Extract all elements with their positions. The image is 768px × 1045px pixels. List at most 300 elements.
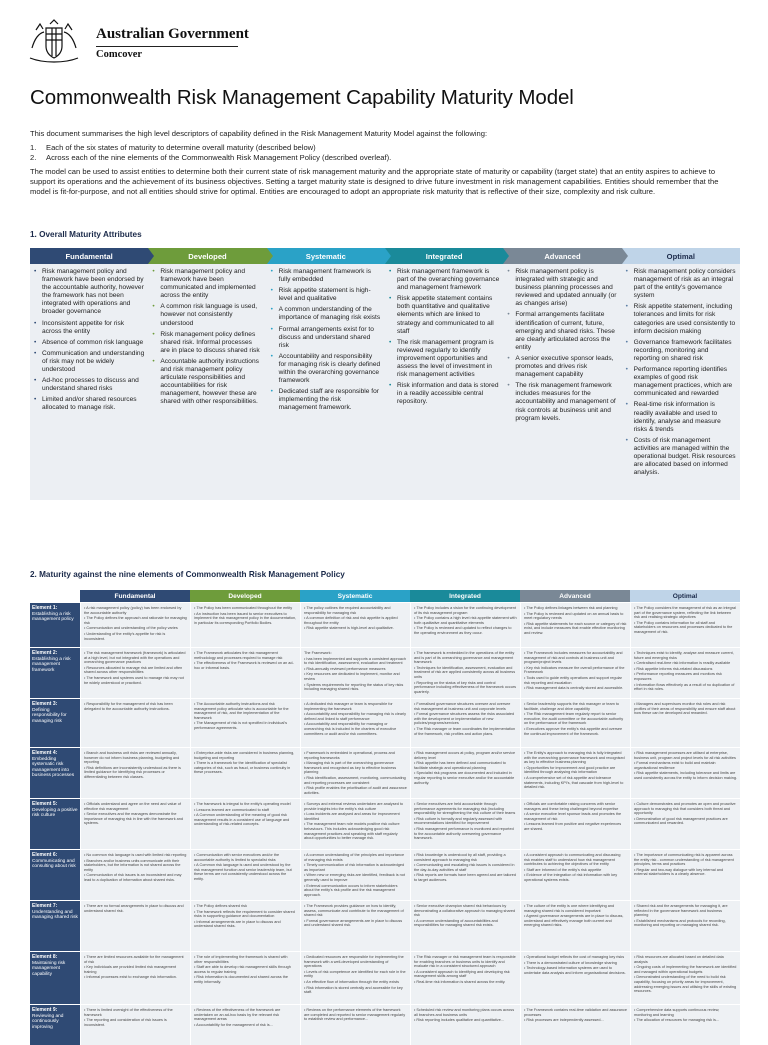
element-cell [520,699,630,747]
element-cell [520,648,630,698]
attribute-list [267,268,385,413]
cell-line: • The Framework articulates the risk management methodology and processes required to manage risk [194,651,283,660]
element-cell [80,699,190,747]
cell-line: • A comprehensive set of risk appetite and tolerance statements, including KPI’s, that cascade from high-level to detailed risk. [524,775,624,790]
element-cell [190,850,300,900]
element-cell [300,748,410,798]
cell-line: • Risk profile enables the prioritisation of audit and assurance activities. [304,786,407,795]
cell-line: • Culture demonstrates and promotes an open and proactive approach to managing risk that considers both threat and opportunity [634,802,736,816]
cell-line: • Staff are able to develop risk management skills through access to regular training [194,965,291,974]
cell-line: • The Framework includes measures for accountability and management of risk and controls at business unit and program/project levels [524,651,623,665]
element-label [30,699,80,747]
attribute-item: • Governance framework facilitates recording, monitoring and reporting on shared risk [634,339,736,363]
cell-line: • A senior executive level sponsor leads and promotes the management of risk [524,812,622,821]
attribute-item: • Risk management policy considers management of risk as an integral part of the entity’s governance system [634,268,736,300]
element-cell [410,748,520,798]
element-cell [190,952,300,1004]
cell-line: • The management team role models positive risk culture behaviours. This includes acknowledging good risk management practices and speaking with staff regularly about opportunities to better manage risk. [304,822,400,841]
attribute-item: • Risk management policy defines shared risk. Informal processes are in place to discuss shared risk [160,331,262,355]
cell-line: • The Management of risk is not specified in individual’s performance agreements. [194,721,287,730]
elements-header-systematic: Systematic [300,590,410,602]
cell-line: • An effective flow of information through the entity exists [304,979,399,984]
element-cell [300,901,410,951]
element-cell [520,952,630,1004]
cell-line: • Officials understand and agree on the need and value of effective risk management [84,802,181,811]
element-label [30,748,80,798]
element-cell [300,952,410,1004]
maturity-column-header: Optimal [622,248,740,264]
cell-line: • Resources allocated to manage risk are limited and often shared across other responsibilities [84,665,183,675]
element-row [30,602,740,647]
element-name: Embedding systematic risk management into business processes [32,756,75,779]
cell-line: • Demonstration of good risk management practices are communicated and rewarded. [634,816,728,826]
attribute-item: • Costs of risk management activities are managed within the operational budget. Risk resources are allocated based on informed analysis. [634,437,736,477]
element-cell [520,850,630,900]
element-number: Element 3: [32,701,58,707]
element-row [30,951,740,1004]
cell-line: • A risk management policy (policy) has been endorsed by the accountable authority [84,606,182,615]
element-cell [300,648,410,698]
element-cell [190,603,300,647]
cell-line: • The framework and systems used to manage risk may not be widely understood or practiced. [84,675,184,685]
elements-header-optimal: Optimal [630,590,740,602]
cell-line: • Established mechanisms and protocols for recording, monitoring and reporting on managing shared risk. [634,918,726,928]
element-cell [80,952,190,1004]
cell-line: • Enterprise-wide risks are considered in business planning, budgeting and reporting [194,751,295,760]
cell-line: • Communication of risk issues is an inconsistent and may lead to a duplication of information about shared risks. [84,873,182,882]
cell-line: • The Risk management team regularly report to senior executive, the audit committee or the accountable authority on the performance of the framework [524,712,624,726]
maturity-column-developed [148,248,266,500]
cell-line: • The importance of communicating risk is apparent across the entity risk - common understanding of risk management principles, terms and practices [634,853,734,867]
maturity-column-header: Integrated [385,248,503,264]
cell-line: • Risk appetite statements, including tolerance and limits are used consistently across the entity to inform decision making. [634,771,737,780]
cell-line: • Staff are informed of the entity’s risk appetite [524,867,602,872]
cell-line: • Risk resources are allocated based on detailed data analysis [634,955,724,964]
cell-line: • Lessons learned from positive and negative experiences are shared. [524,822,622,831]
element-name: Establishing a risk management policy [32,611,74,623]
cell-line: • The framework is embedded in the operations of the entity and is part of its overarching governance and management framework [414,651,515,665]
element-cell [80,603,190,647]
cell-line: • No common risk language is used with limited risk reporting [84,853,187,857]
cell-line: • Surveys and external reviews undertaken are analysed to provide insights into the entity’s risk culture [304,802,404,811]
element-label [30,1005,80,1045]
cell-line: • Formal governance arrangements are in place to discuss and understand shared risk. [304,918,403,928]
element-number: Element 8: [32,954,58,960]
cell-line: • A common understanding of the principles and importance of managing risk exists [304,853,405,862]
attribute-item: • Risk information and data is stored in a readily accessible central repository. [397,382,499,406]
elements-table-header [80,590,740,602]
cell-line: • Accountability for the management of risk is... [194,1022,273,1027]
cell-line: • Risk definitions are inconsistently understood as there is limited guidance for identifying risk processes or differentiating between risk classes. [84,765,181,779]
cell-line: • The Policy is reviewed and updated to reflect changes to the operating environment as they occur. [414,626,512,635]
cell-line: • Managers and supervisors monitor risk roles and risk profiles of their areas of responsibility and ensure staff about how these can be developed and rewarded. [634,702,736,716]
attribute-item: • Risk appetite statement, including tolerances and limits for risk categories are used consistently to inform decision making [634,303,736,335]
element-cell [630,648,740,698]
element-name: Establishing a risk management framework [32,656,71,673]
cell-line: • The framework is integral to the entity’s operating model [194,802,291,806]
cell-line: • Risk identification, assessment, monitoring, communicating and reporting processes are consistent [304,775,406,785]
attribute-item: • Absence of common risk language [42,339,144,347]
element-cell [190,799,300,849]
cell-line: • Demonstrated understanding of the need to build risk capability, focusing on priority areas for improvement, addressing emerging issues and utilising the skills of existing resources. [634,975,737,994]
element-cell [630,603,740,647]
element-cell [520,1005,630,1045]
elements-header-fundamental: Fundamental [80,590,190,602]
cell-line: • Timely communication of risk information is acknowledged as important [304,863,405,872]
cell-line: • Operational budget reflects the cost of managing key risks [524,955,625,959]
header [26,18,266,68]
attribute-list [148,268,266,407]
cell-line: • Understanding of the entity’s appetite for risk is inconsistent. [84,631,166,641]
coat-of-arms-icon [26,18,82,68]
element-cell [80,648,190,698]
element-cell [80,748,190,798]
attribute-item: • The risk management framework includes measures for the accountability and management of risk controls at business unit and program levels. [515,382,617,422]
element-cell [190,648,300,698]
element-label [30,850,80,900]
attribute-item: • Accountability and responsibility for managing risk is clearly defined within the overarching governance framework [279,353,381,385]
cell-line: • Senior executives and the managers demonstrate the importance of managing risk in line with the framework and systems. [84,812,183,826]
element-cell [300,799,410,849]
cell-line: • Formalised governance structures oversee and oversee risk management at business unit and corporate levels [414,702,511,711]
cell-line: • Reviews of the effectiveness of the framework are undertaken on an ad-hoc basis by the relevant risk management areas [194,1008,281,1022]
maturity-column-header: Advanced [503,248,621,264]
intro [30,129,738,201]
cell-line: • Information flows effectively as a result of no duplication of effort in risk roles. [634,682,735,692]
element-cell [630,901,740,951]
cell-line: • Formal mechanisms exist to build and maintain organisational resilience [634,761,716,770]
element-cell [410,952,520,1004]
cell-line: • Specialist risk programs are documented and included in regular reporting to senior executive and/or the accountable authority. [414,771,515,785]
cell-line: • Shared risk and the arrangements for managing it, are reflected in the governance framework and business planning [634,904,728,918]
cell-line: • Risk knowledge is understood by all staff, providing a consistent approach to managing risk [414,853,506,862]
element-cell [520,901,630,951]
attribute-item: • A common understanding of the importance of managing risk exists [279,306,381,322]
cell-line: • Branches and/or business units communicate with their stakeholders, but the information is not shared across the entity [84,858,181,872]
attribute-item: • The risk management program is reviewed regularly to identify improvement opportunities and assess the level of investment in risk management activities [397,339,499,379]
cell-line: • Levels of risk competence are identified for each role in the entity [304,969,406,979]
list-text: Across each of the nine elements of the Commonwealth Risk Management Policy (described overleaf). [46,153,392,162]
element-cell [300,1005,410,1045]
cell-line: • Lessons learned are communicated to staff [194,807,269,812]
element-cell [630,799,740,849]
attribute-item: • Risk appetite statement is high-level and qualitative [279,287,381,303]
element-row [30,647,740,698]
maturity-column-fundamental [30,248,148,500]
list-number: 2. [30,153,37,162]
cell-line: • Technology-based information systems are used to undertake data analysis and inform organisational decisions. [524,966,626,975]
header-divider [96,46,238,47]
cell-line: • Risk management data is centrally stored and accessible. [524,686,624,691]
element-number: Element 1: [32,605,58,611]
element-cell [630,1005,740,1045]
element-cell [80,850,190,900]
element-cell [410,648,520,698]
cell-line: • The effectiveness of the Framework is reviewed on an ad-hoc or informal basis. [194,661,294,670]
cell-line: • The Risk manager or team coordinates the implementation of the framework, risk profiles and action plans. [414,726,516,736]
cell-line: • Dedicated resources are responsible for implementing the framework with a well-developed understanding of operations [304,955,404,969]
intro-list-item [30,143,738,153]
element-number: Element 9: [32,1007,58,1013]
element-row [30,698,740,747]
element-cell [410,1005,520,1045]
cell-line: • Comprehensive data supports continuous review, monitoring and learning [634,1008,720,1017]
cell-line: • Tools used to guide entity operations and support regular risk reporting and escalation [524,675,622,685]
cell-line: • Managing risk is part of the overarching governance framework and recognised as key to effective business planning [304,761,397,775]
element-cell [410,603,520,647]
element-cell [520,748,630,798]
cell-line: • Risk culture is formally and regularly assessed with recommendations identified for improvement [414,816,503,826]
page-title: Commonwealth Risk Management Capability Maturity Model [30,86,574,109]
element-cell [300,699,410,747]
section-1-title: 1. Overall Maturity Attributes [30,230,142,239]
cell-line: • The allocation of resources for managing risk is... [634,1018,720,1023]
element-row [30,900,740,951]
element-cell [190,1005,300,1045]
cell-line: • Risk appetite informs risk-related discussions [634,666,713,671]
cell-line: • Risk appetite statement is high-level and qualitative. [304,626,394,631]
element-name: Developing a positive risk culture [32,807,78,819]
element-cell [190,901,300,951]
elements-maturity-table [30,590,740,1030]
cell-line: • Reviews on the performance elements of the framework are completed and reported to senior management regularly to establish review and performance... [304,1008,406,1022]
cell-line: • Risk appetite has been defined and communicated to facilitate strategic and operational planning [414,761,506,770]
elements-header-advanced: Advanced [520,590,630,602]
cell-line: • The Policy contains a high level risk appetite statement with both qualitative and quantitative elements [414,616,517,625]
element-number: Element 2: [32,650,58,656]
cell-line: • There is a framework for the identification of specialist categories of risk, such as fraud, or business continuity in these processes. [194,761,291,775]
maturity-column-optimal [622,248,740,500]
cell-line: • There are no formal arrangements in place to discuss and understand shared risk. [84,904,184,913]
attribute-item: • Real-time risk information is readily available and used to identify, analyse and measure risks & trends [634,401,736,433]
element-row [30,1004,740,1045]
cell-line: • Techniques for identification, assessment, evaluation and treatment of risk are applied consistently across all business units [414,665,516,679]
cell-line: • Accountability and responsibility for managing risk is clearly defined and linked to staff performance [304,712,406,721]
element-cell [410,799,520,849]
cell-line: • Informal arrangements are in place to discuss and understand shared risks. [194,919,281,929]
element-cell [80,799,190,849]
attribute-item: • A senior executive sponsor leads, promotes and drives risk management capability [515,355,617,379]
element-cell [300,850,410,900]
attribute-item: • A common risk language is used, however not consistently understood [160,303,262,327]
element-cell [410,699,520,747]
cell-line: • Communicating and escalating risk issues is considered in the day-to-day activities of staff [414,863,515,872]
maturity-column-header: Fundamental [30,248,148,264]
cell-line: • The policy outlines the required accountability and responsibility for managing risk [304,606,391,615]
maturity-column-header: Systematic [267,248,385,264]
cell-line: • An instruction has been issued to senior executives to implement the risk management policy in the documentation, in particular its corresponding Portfolio Bodies. [194,611,297,625]
cell-line: • When new or emerging risks are identified, feedback is not generally used to improve [304,873,405,882]
cell-line: • Techniques exist to identify, analyse and measure current, future and emerging risks [634,651,734,660]
attribute-list [622,268,740,477]
cell-line: • Responsibility for the management of risk has been delegated to the accountable authority instructions. [84,702,173,711]
attribute-item: • Risk management policy and framework have been communicated and implemented across the entity [160,268,262,300]
elements-header-integrated: Integrated [410,590,520,602]
cell-line: • Senior executive champion shared risk behaviours by demonstrating a collaborative approach to managing shared risk [414,904,516,918]
cell-line: • The Policy has been communicated throughout the entity [194,606,293,610]
cell-line: • The Policy considers the management of risk as an integral part of the governance system, reflecting the link between risk and realising strategic objectives [634,606,736,620]
government-name: Australian Government [96,26,249,42]
attribute-item: • Risk management policy is integrated with strategic and business planning processes and reviewed and updated annually (or as changes arise) [515,268,617,308]
cell-line: • Key resources are dedicated to implement, monitor and review [304,672,400,681]
cell-line: • Risk management processes are utilised at enterprise, business unit, program and project levels for all risk activities [634,751,736,760]
cell-line: • Regular and two-way dialogue with key internal and external stakeholders is a clearly absence. [634,867,724,877]
cell-line: • A common understanding of accountabilities and responsibilities for managing shared risk exists. [414,918,498,928]
element-number: Element 6: [32,852,58,858]
cell-line: • Agreed governance arrangements are in place to discuss, understand and effectively manage both current and emerging shared risks. [524,914,624,928]
cell-line: • The Policy defines shared risk [194,904,247,908]
cell-line: • Risk information is stored centrally and accessible for key staff. [304,985,403,995]
element-cell [630,952,740,1004]
cell-line: • A consistent approach to identifying and developing risk management skills among staff [414,969,510,979]
cell-line: • Ongoing costs of implementing the framework are identified and managed within operational budgets [634,965,737,974]
cell-line: • The framework reflects the requirement to consider shared risks in supporting guidance and documentation [194,909,295,919]
section-2-title: 2. Maturity against the nine elements of Commonwealth Risk Management Policy [30,570,345,579]
cell-line: • External communication occurs to inform stakeholders about the entity’s risk profile and the risk management approach. [304,883,398,897]
element-label [30,648,80,698]
intro-list-item [30,153,738,163]
cell-line: • Performance reporting measures and monitors risk exposures [634,672,722,681]
element-label [30,901,80,951]
maturity-column-header: Developed [148,248,266,264]
attribute-item: • Dedicated staff are responsible for implementing the risk management framework. [279,388,381,412]
cell-line: • A dedicated risk manager or team is responsible for implementing the framework [304,702,393,711]
element-cell [410,901,520,951]
list-text: Each of the six states of maturity to determine overall maturity (described below) [46,143,316,152]
element-number: Element 5: [32,801,58,807]
cell-line: • Risk reporting includes qualitative and quantitative... [414,1018,504,1023]
cell-line: • Risk reports are formats have been agreed and are tailored to target audiences. [414,873,517,882]
element-label [30,603,80,647]
attribute-item: • Formal arrangements exist for to discuss and understand shared risk [279,326,381,350]
cell-line: • Executives approve the entity’s risk appetite and oversee the continual improvement of the framework. [524,726,623,736]
element-row [30,849,740,900]
cell-line: • Communication with senior executives and/or the accountable authority is limited to specialist risks [194,853,280,862]
cell-line: • Risk-annually reviewed performance measures [304,666,386,671]
cell-line: • Risk management performance is monitored and reported to the accountable authority overseeing governance framework. [414,826,514,841]
cell-line: • Risk processes are independently assessed... [524,1018,604,1023]
element-cell [630,850,740,900]
attribute-item: • Accountable authority instructions and risk management policy articulate responsibilities and accountabilities for risk management, however these are shared with other responsibilities. [160,358,262,407]
cell-line: • The culture of the entity is one where identifying and managing shared risk is considered important [524,904,615,913]
cell-line: • The Risk manager or risk management team is responsible for enabling branches or business units to identify and evaluate risk in a consistent structured approach [414,955,516,969]
element-name: Defining responsibility for managing risk [32,707,67,724]
element-name: Understanding and managing shared risk [32,909,78,921]
cell-line: • The Policy contains information for all staff and stakeholders on resources and processes dedicated to the management of risk. [634,620,733,634]
cell-line: • Real-time risk information is shared across the entity. [414,979,506,984]
cell-line: • Communication and understanding of the policy varies [84,626,178,631]
element-cell [300,603,410,647]
cell-line: • A Common understanding of the meaning of good risk management results in a consistent use of language and understanding of risk-related concepts. [194,813,290,827]
attribute-list [385,268,503,407]
cell-line: • Informal processes exist to exchange risk information. [84,975,177,980]
cell-line: • Key individuals are provided limited risk management training [84,965,177,974]
cell-line: • Scheduled risk review and monitoring plans occurs across all branches and business units [414,1008,515,1017]
cell-line: • The Policy includes a vision for the continuing development of its risk management program [414,606,516,615]
element-cell [190,748,300,798]
cell-line: • The Policy defines the approach and rationale for managing risk [84,616,187,625]
cell-line: • There is limited oversight of the effectiveness of the framework [84,1008,173,1017]
elements-header-developed: Developed [190,590,300,602]
cell-line: • The role of implementing the framework is shared with other responsibilities [194,955,288,964]
cell-line: • The Accountable authority instructions and risk management policy articulate who is accountable for the management of risk, and the implementation of the framework [194,702,289,720]
cell-line: • There is a demonstrated culture of knowledge sharing [524,960,617,965]
maturity-column-integrated [385,248,503,500]
cell-line: • Risk appetite statements for each source or category of risk exist, and include measures that enable effective monitoring and review. [524,621,627,635]
cell-line: • Risk management occurs at policy, program and/or service delivery level [414,751,516,760]
element-number: Element 7: [32,903,58,909]
element-cell [80,901,190,951]
element-row [30,747,740,798]
element-name: Reviewing and continuously improving [32,1013,64,1030]
element-row [30,798,740,849]
element-cell [630,748,740,798]
attribute-item: • Risk appetite statement contains both quantitative and qualitative elements which are linked to strategy and communicated to all staff [397,295,499,335]
cell-line: • The Policy defines linkages between risk and planning [524,606,618,610]
cell-line: • Framework is embedded in operational, process and reporting frameworks [304,751,395,760]
cell-line: • Opportunities for improvement and good practice are identified through analysing risk information [524,765,616,775]
cell-line: • Officials are comfortable raising concerns with senior managers and these being challenged beyond expertise [524,802,619,811]
element-cell [520,603,630,647]
element-name: Maintaining risk management capability [32,960,66,977]
attribute-item: • Inconsistent appetite for risk across the entity [42,320,144,336]
element-number: Element 4: [32,750,58,756]
element-cell [520,799,630,849]
cell-line: • The Policy is reviewed and updated on an annual basis to meet regulatory needs [524,611,624,621]
cell-line: • Senior leadership supports the risk manager or team to facilitate, challenge and drive capability [524,702,620,711]
cell-line: • A Common risk language is used and understood by the risk management function and senior leadership team, but these terms are not consistently understood across the entity. [194,863,292,881]
element-label [30,799,80,849]
maturity-attributes-table [30,248,740,500]
cell-line: • Key risk indicators measure the overall performance of the Framework [524,665,625,675]
attribute-item: • Limited and/or shared resources allocated to manage risk. [42,396,144,412]
maturity-column-systematic [267,248,385,500]
cell-line: • Centralised real-time risk information is readily available [634,661,731,666]
cell-line: • Systems requirements for reporting the status of key risks including managing shared risks. [304,682,404,692]
cell-line: • The Framework provides guidance on how to identify, assess, communicate and contribute to the management of shared risk [304,904,404,918]
attribute-item: • Risk management policy and framework have been endorsed by the accountable authority, however the framework has not been integrated with operations and broader governance [42,268,144,317]
cell-line: • A consistent approach to communicating and discussing risk enables staff to understand how risk management contributes to achieving the objectives of the entity [524,853,621,867]
cell-line: • The reporting and consideration of risk issues is inconsistent. [84,1018,167,1027]
cell-line: • A common definition of risk and risk appetite is applied throughout the entity [304,616,398,625]
intro-paragraph: The model can be used to assist entities to determine both their current state of risk management maturity and the appropriate state of maturity or capability (target state) that an entity aspires to achieve to support its operations and the achievement of its business objectives. Setting a target maturity state is designed to drive future investment in risk management capabilities. Entities should remember that the model is fit-for-purpose, and not all entities should strive for optimal. Entities are encouraged to adopt an appropriate risk maturity that is reflective of their size, complexity and risk culture. [30,167,719,196]
agency-name: Comcover [96,49,143,60]
cell-line: • Senior executives are held accountable through performance agreements for managing risk (including responsibility for strengthening the risk culture of their teams [414,802,516,816]
cell-line: The Framework: [304,651,332,655]
element-label [30,952,80,1004]
cell-line: • Reporting on the status of key risks and control performance including effectiveness of the framework occurs quarterly. [414,680,517,694]
cell-line: • Risk information is documented and shared across the entity informally. [194,975,288,984]
cell-line: • The risk management framework (framework) is articulated at a high level, but not integrated with the operations and overarching governance practices [84,651,186,665]
attribute-item: • Performance reporting identifies examples of good risk management practices, which are communicated and rewarded [634,366,736,398]
element-cell [190,699,300,747]
cell-line: • The Framework contains real-time validation and assurance processes [524,1008,627,1017]
attribute-list [503,268,621,423]
attribute-list [30,268,148,413]
maturity-column-advanced [503,248,621,500]
attribute-item: • Ad-hoc processes to discuss and understand shared risks [42,377,144,393]
element-cell [80,1005,190,1045]
cell-line: • Accountability and responsibility for managing or overarching risk is included in the charters of executive committees or audit and/or risk committees. [304,722,397,736]
cell-line: • There are limited resources available for the management of risk [84,955,184,964]
element-name: Communicating and consulting about risk [32,858,76,870]
cell-line: • Formal governance structures assess the risks associated with the development or implementation of new policies/programs/services [414,712,515,726]
list-number: 1. [30,143,37,152]
attribute-item: • Communication and understanding of risk may not be widely understood [42,350,144,374]
intro-paragraph: This document summarises the high level descriptors of capability defined in the Risk Management Maturity Model against the following: [30,129,488,138]
attribute-item: • Formal arrangements facilitate identification of current, future, emerging and shared risks. These are clearly articulated across the entity [515,311,617,351]
cell-line: • Loss incidents are analysed and areas for improvement identified [304,812,400,821]
